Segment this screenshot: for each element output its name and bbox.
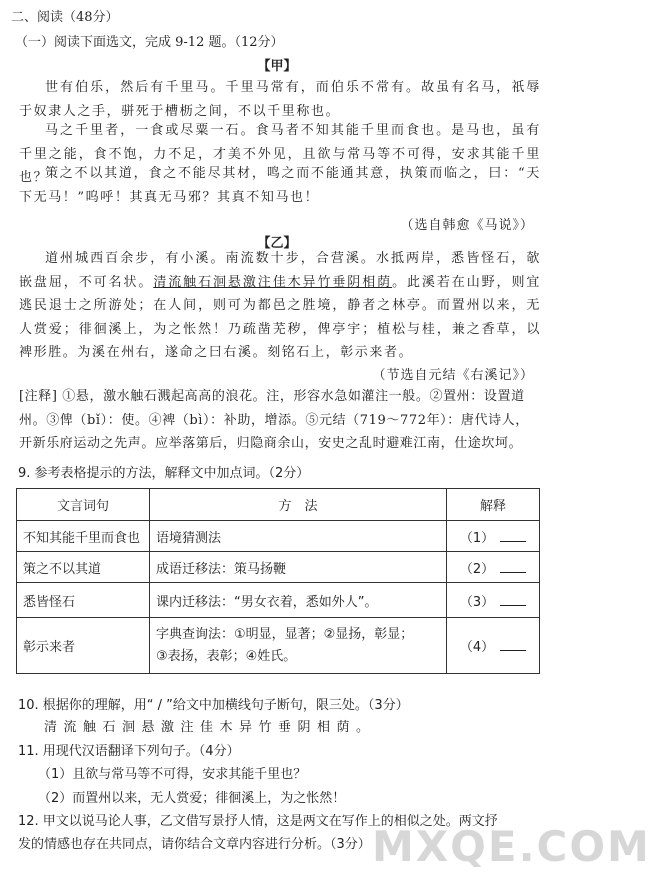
table-row xyxy=(17,583,540,618)
passage-b-paragraph: 道州城西百余步，有小溪。南流数十步，合营溪。水抵两岸，悉皆怪石，欹嵌盘屈，不可名状。清流触石洄悬激注佳木异竹垂阴相荫。此溪若在山野，则宜逃民退士之所游处；在人间，则可为都邑之胜境，静者之林亭。而置州以来，无人赏爱；徘徊溪上，为之怅然！乃疏凿芜秽，俾亭宇；植松与桂，兼之香草，以裨形胜。为溪在州右，遂命之曰右溪。刻铭石上，彰示来者。 xyxy=(19,251,541,360)
watermark: MXQE.COM xyxy=(372,822,651,871)
passage-a-label: 【甲】 xyxy=(257,59,297,74)
table-cell-phrase: 悉皆怪石 xyxy=(17,583,150,618)
answer-blank[interactable] xyxy=(500,593,526,606)
table-row xyxy=(17,618,540,674)
question-12-line-1: 12. 甲文以说马论人事，乙文借写景抒人情，这是两文在写作上的相似之处。两文抒 xyxy=(18,814,498,829)
answer-cell[interactable]: （4） xyxy=(447,618,540,674)
answer-cell[interactable]: （1） xyxy=(447,521,540,552)
table-row xyxy=(17,552,540,583)
table-cell-method: 字典查询法：①明显，显著；②显扬，彰显； ③表扬，表彰；④姓氏。 xyxy=(150,618,447,674)
underlined-sentence: 清流触石洄悬激注佳木异竹垂阴相荫 xyxy=(153,274,393,290)
table-cell-method: 课内迁移法：“男女衣着，悉如外人”。 xyxy=(150,583,447,618)
question-9-prompt: 9. 参考表格提示的方法，解释文中加点词。（2分） xyxy=(18,466,310,481)
answer-cell[interactable]: （2） xyxy=(447,552,540,583)
subsection-title: （一）阅读下面选文，完成 9-12 题。（12分） xyxy=(15,35,284,50)
answer-blank[interactable] xyxy=(500,560,526,573)
annotation: [注释] ①悬，激水触石溅起高高的浪花。注，形容水急如灌注一般。②置州：设置道州。③俾（bǐ）：使。④裨（bì）：补助，增添。⑤元结（719～772年）：唐代诗人，开新乐府运动之先声。应举落第后，归隐商余山，安史之乱时避难江南，仕途坎坷。 xyxy=(19,389,529,451)
table-row xyxy=(17,521,540,552)
passage-b-source: （节选自元结《右溪记》） xyxy=(372,368,534,383)
answer-blank[interactable] xyxy=(500,638,526,651)
table-header-row xyxy=(17,489,540,521)
table-cell-phrase: 策之不以其道 xyxy=(17,552,150,583)
table-cell-method: 成语迁移法：策马扬鞭 xyxy=(150,552,447,583)
table-cell-phrase: 彰示来者 xyxy=(17,618,150,674)
table-header: 解释 xyxy=(447,489,540,521)
table-header: 文言词句 xyxy=(17,489,150,521)
question-10-sentence: 清流触石洄悬激注佳木异竹垂阴相荫。 xyxy=(44,720,376,735)
passage-a-source: （选自韩愈《马说》） xyxy=(400,218,534,233)
passage-b-label: 【乙】 xyxy=(257,236,297,251)
question-9-table xyxy=(16,488,540,674)
answer-blank[interactable] xyxy=(500,529,526,542)
section-title: 二、阅读（48分） xyxy=(11,10,119,25)
table-cell-method: 语境猜测法 xyxy=(150,521,447,552)
table-header: 方 法 xyxy=(150,489,447,521)
question-11-item-1: （1）且欲与常马等不可得，安求其能千里也？ xyxy=(38,767,307,782)
table-cell-phrase: 不知其能千里而食也 xyxy=(17,521,150,552)
question-10-prompt: 10. 根据你的理解，用“ / ”给文中加横线句子断句，限三处。（3分） xyxy=(18,698,409,713)
question-11-prompt: 11. 用现代汉语翻译下列句子。（4分） xyxy=(18,744,240,759)
passage-a-paragraph-3: 策之不以其道，食之不能尽其材，鸣之而不能通其意，执策而临之，曰：“天下无马！”呜呼！其真无马邪？其真不知马也！ xyxy=(19,166,541,205)
question-11-item-2: （2）而置州以来，无人赏爱；徘徊溪上，为之怅然！ xyxy=(38,791,346,806)
question-12-line-2: 发的情感也存在共同点，请你结合文章内容进行分析。（3分） xyxy=(18,837,371,852)
answer-cell[interactable]: （3） xyxy=(447,583,540,618)
passage-a-paragraph-2: 马之千里者，一食或尽粟一石。食马者不知其能千里而食也。是马也，虽有千里之能，食不饱，力不足，才美不外见，且欲与常马等不可得，安求其能千里也？ xyxy=(19,123,541,185)
passage-a-paragraph-1: 世有伯乐，然后有千里马。千里马常有，而伯乐不常有。故虽有名马，祇辱于奴隶人之手，骈死于槽枥之间，不以千里称也。 xyxy=(19,80,541,119)
